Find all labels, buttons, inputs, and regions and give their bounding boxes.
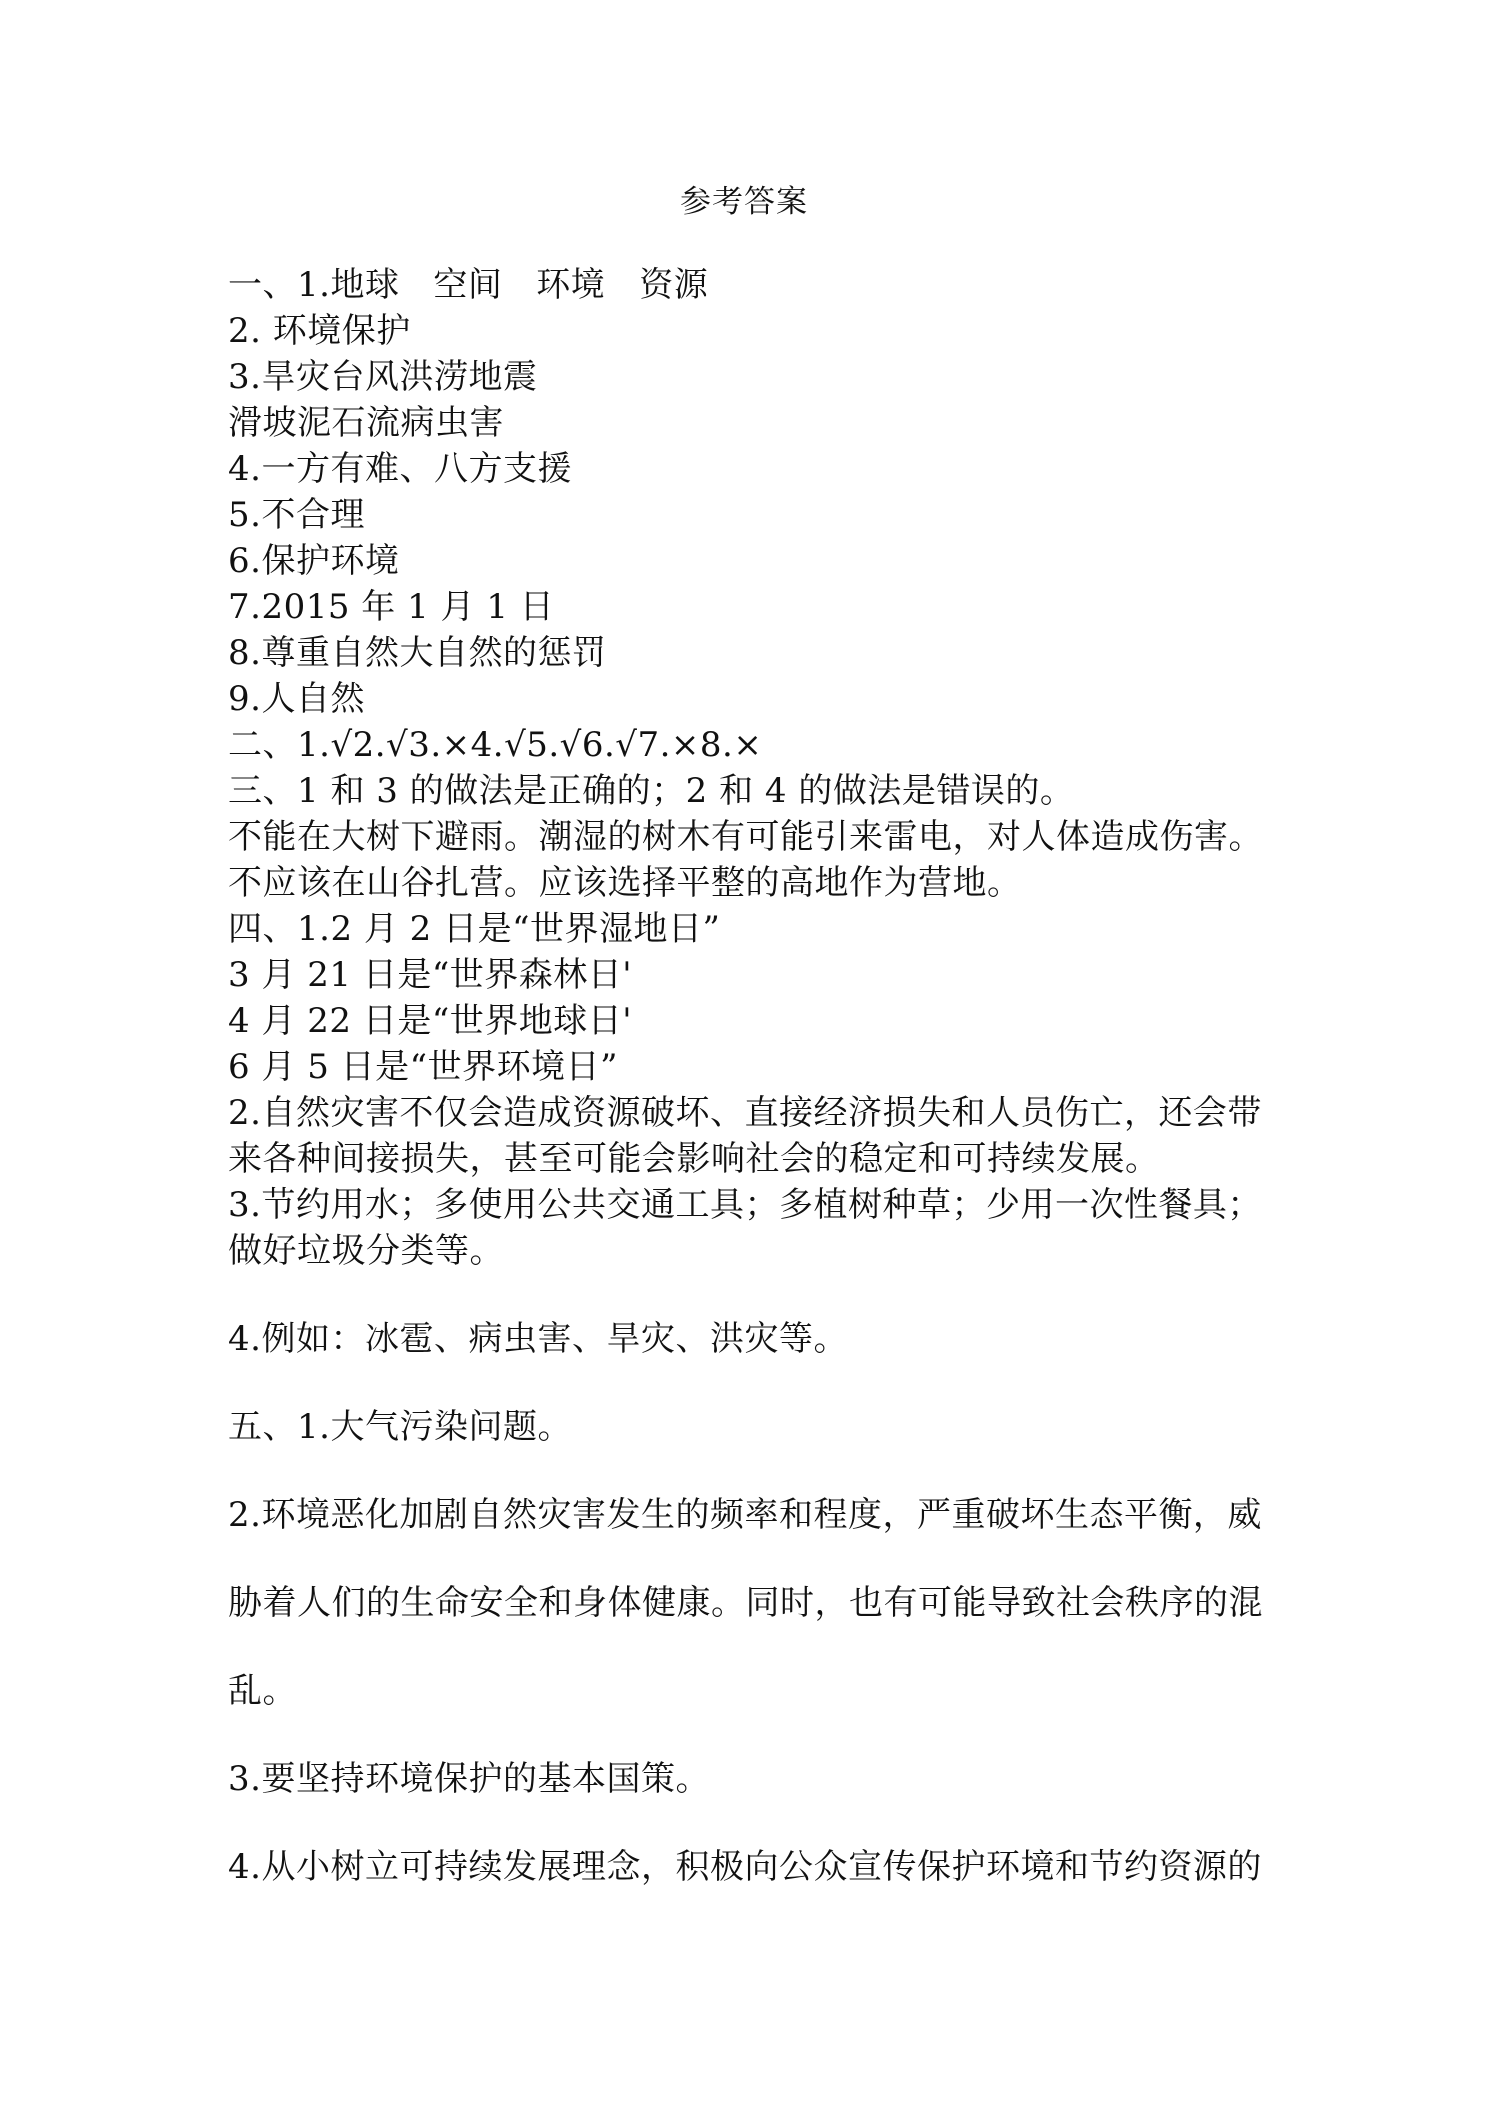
answer-line-14: 不应该在山谷扎营。应该选择平整的高地作为营地。 <box>228 863 1022 903</box>
answer-line-18: 6 月 5 日是“世界环境日” <box>228 1047 618 1087</box>
page-title: 参考答案 <box>680 184 808 220</box>
answer-line-22: 做好垃圾分类等。 <box>228 1231 504 1271</box>
answer-line-9: 8.尊重自然大自然的惩罚 <box>228 633 607 673</box>
answer-line-5: 4.一方有难、八方支援 <box>228 449 572 489</box>
answer-line-8: 7.2015 年 1 月 1 日 <box>228 587 555 627</box>
answer-line-2: 2. 环境保护 <box>228 311 411 351</box>
answer-line-26: 胁着人们的生命安全和身体健康。同时，也有可能导致社会秩序的混 <box>228 1583 1263 1623</box>
answer-line-21: 3.节约用水；多使用公共交通工具；多植树种草；少用一次性餐具； <box>228 1185 1262 1225</box>
answer-line-27: 乱。 <box>228 1671 297 1711</box>
answer-line-4: 滑坡泥石流病虫害 <box>228 403 504 443</box>
answer-line-7: 6.保护环境 <box>228 541 400 581</box>
answer-line-19: 2.自然灾害不仅会造成资源破坏、直接经济损失和人员伤亡，还会带 <box>228 1093 1262 1133</box>
answer-line-17: 4 月 22 日是“世界地球日' <box>228 1001 633 1041</box>
answer-line-25: 2.环境恶化加剧自然灾害发生的频率和程度，严重破坏生态平衡，威 <box>228 1495 1262 1535</box>
answer-line-29: 4.从小树立可持续发展理念，积极向公众宣传保护环境和节约资源的 <box>228 1847 1262 1887</box>
answer-line-20: 来各种间接损失，甚至可能会影响社会的稳定和可持续发展。 <box>228 1139 1160 1179</box>
answer-line-3: 3.旱灾台风洪涝地震 <box>228 357 538 397</box>
answer-line-23: 4.例如：冰雹、病虫害、旱灾、洪灾等。 <box>228 1319 848 1359</box>
answer-line-24: 五、1.大气污染问题。 <box>228 1407 572 1447</box>
answer-line-6: 5.不合理 <box>228 495 365 535</box>
answer-line-28: 3.要坚持环境保护的基本国策。 <box>228 1759 710 1799</box>
answer-line-13: 不能在大树下避雨。潮湿的树木有可能引来雷电，对人体造成伤害。 <box>228 817 1263 857</box>
answer-line-10: 9.人自然 <box>228 679 365 719</box>
answer-line-15: 四、1.2 月 2 日是“世界湿地日” <box>228 909 721 949</box>
answer-line-1: 一、1.地球 空间 环境 资源 <box>228 265 709 305</box>
answer-line-11: 二、1.√2.√3.×4.√5.√6.√7.×8.× <box>228 725 763 765</box>
answer-line-16: 3 月 21 日是“世界森林日' <box>228 955 633 995</box>
answer-line-12: 三、1 和 3 的做法是正确的；2 和 4 的做法是错误的。 <box>228 771 1075 811</box>
